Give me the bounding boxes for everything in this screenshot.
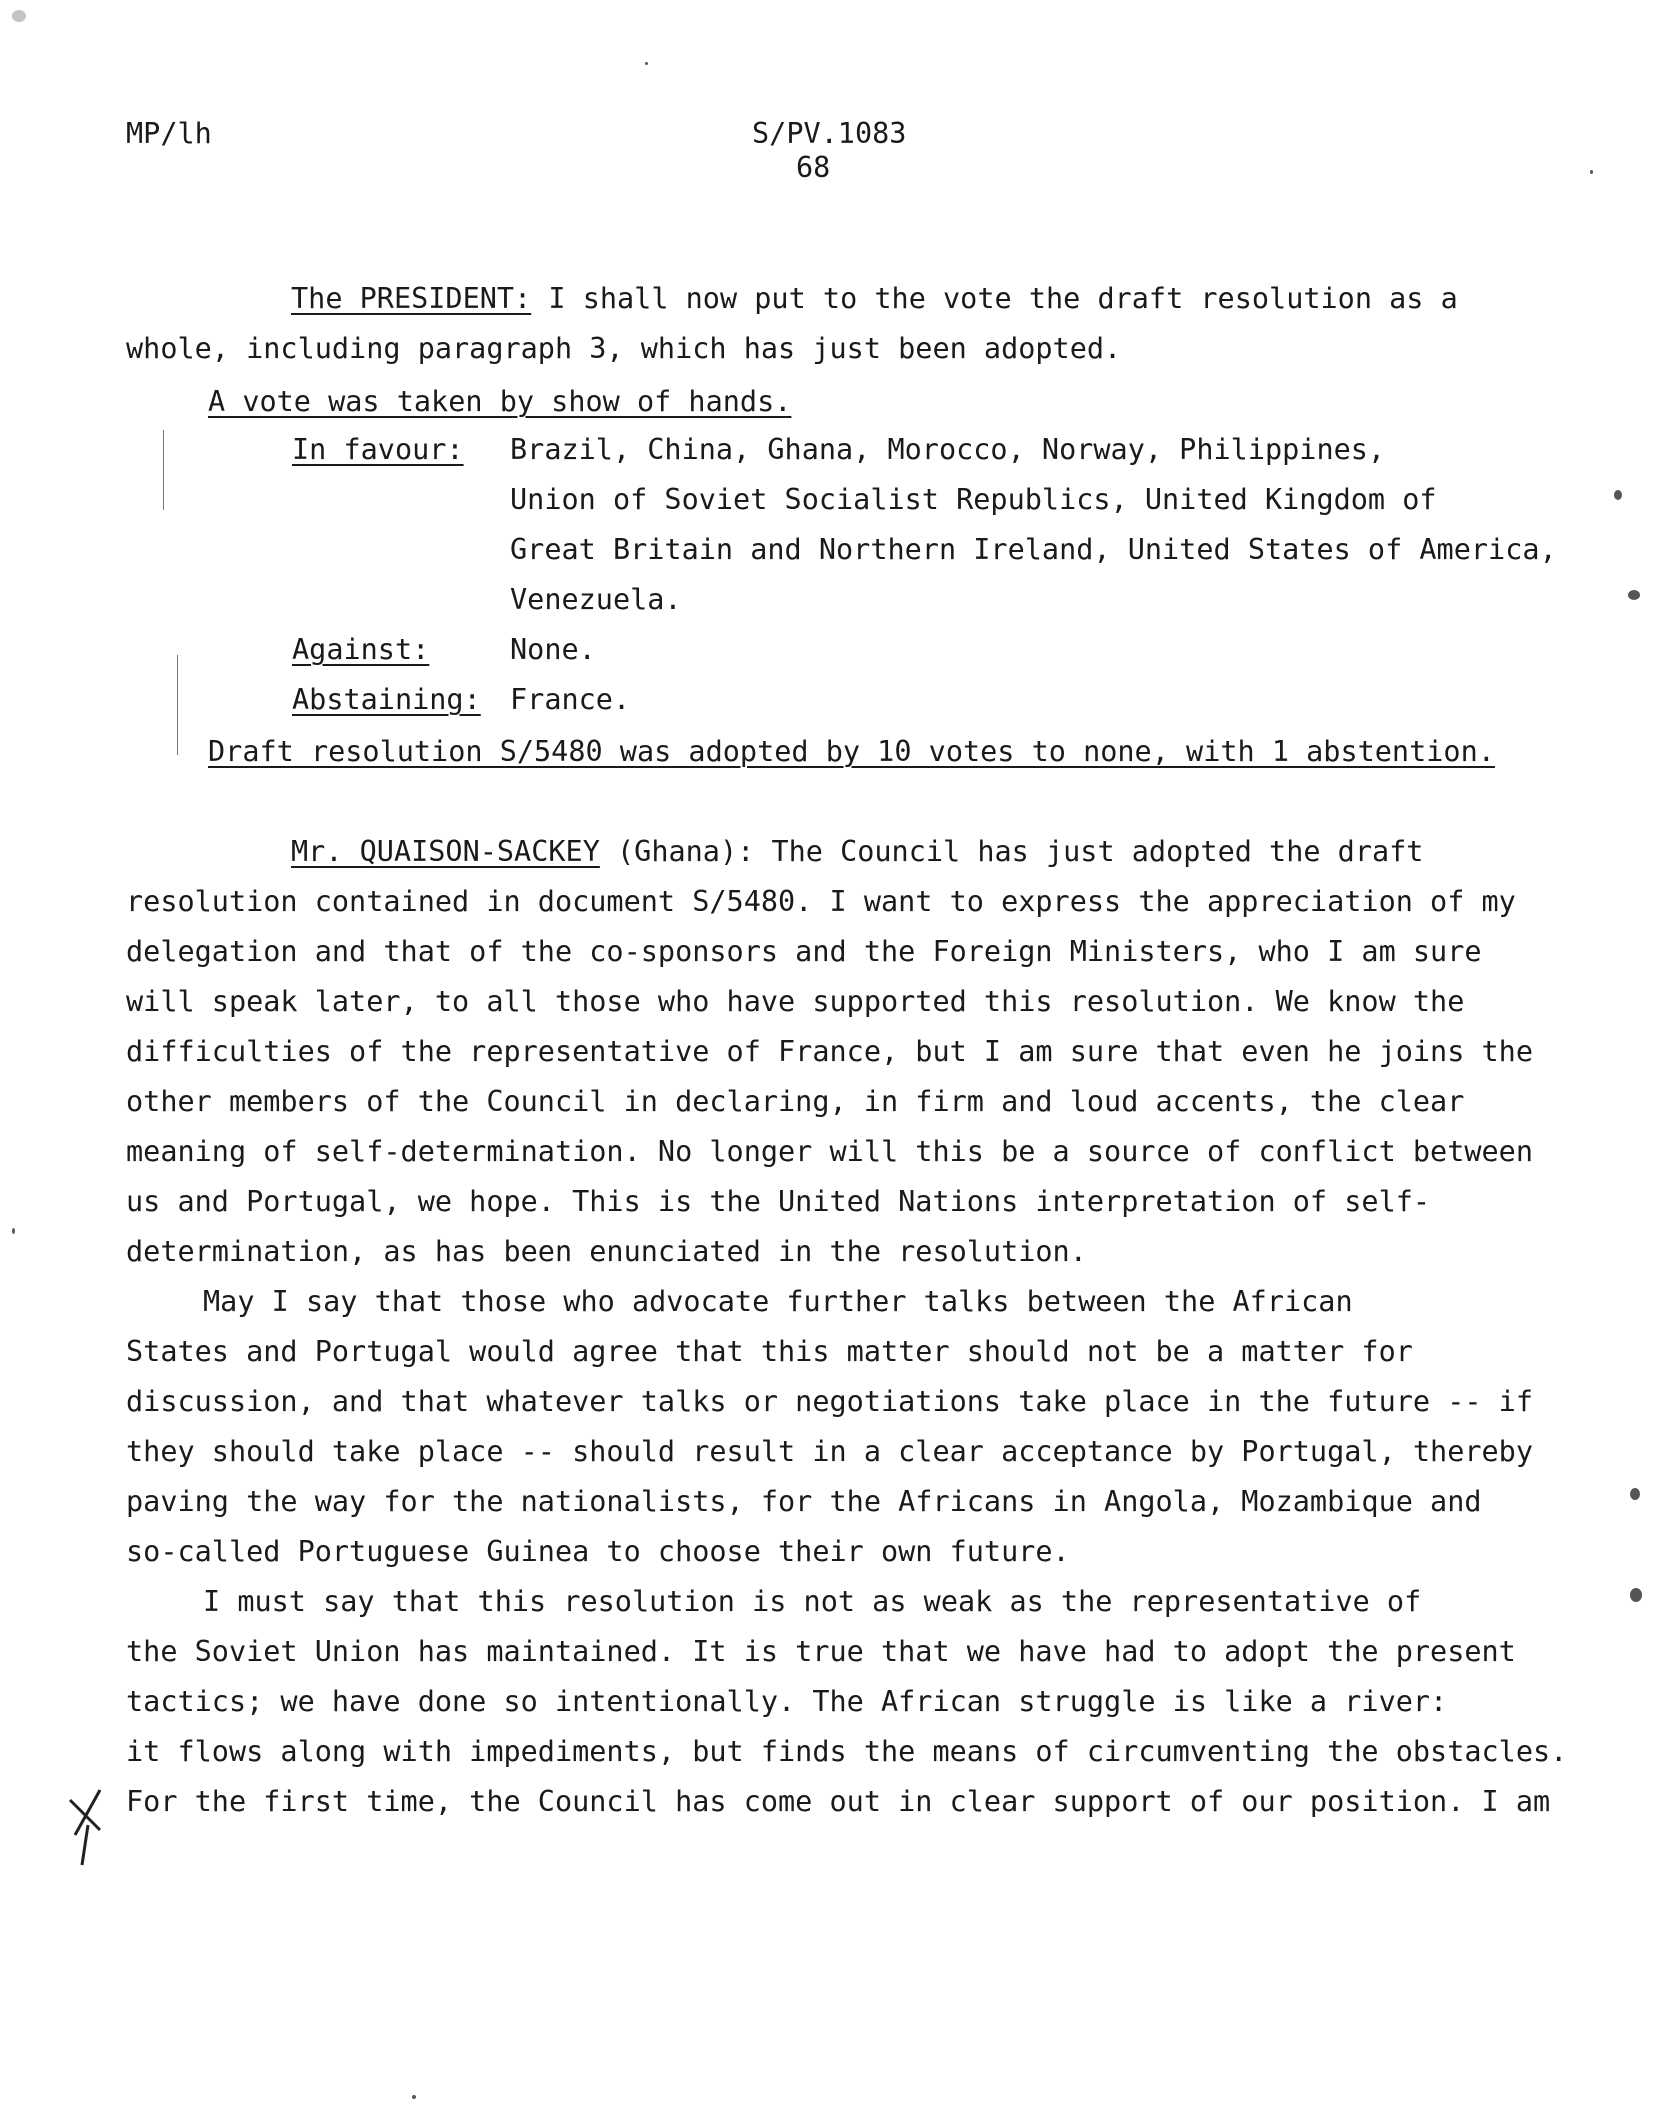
- in-favour-line: Venezuela.: [510, 583, 682, 616]
- speech-line: States and Portugal would agree that this matter should not be a matter for: [126, 1335, 1413, 1368]
- in-favour-line: Great Britain and Northern Ireland, United States of America,: [510, 533, 1557, 566]
- scan-speck: [1590, 170, 1593, 174]
- speech-line: it flows along with impediments, but finds the means of circumventing the obstacles.: [126, 1735, 1568, 1768]
- scan-speck: [1630, 1488, 1640, 1500]
- scan-speck: [1630, 1588, 1642, 1602]
- speech-line: will speak later, to all those who have supported this resolution. We know the: [126, 985, 1465, 1018]
- president-speaker: The PRESIDENT:: [291, 282, 532, 315]
- president-text-1: I shall now put to the vote the draft resolution as a: [531, 282, 1458, 315]
- scan-speck: [645, 62, 648, 65]
- in-favour-line: Brazil, China, Ghana, Morocco, Norway, Philippines,: [510, 433, 1386, 466]
- speech-line: delegation and that of the co-sponsors and the Foreign Ministers, who I am sure: [126, 935, 1482, 968]
- speech-line: For the first time, the Council has come out in clear support of our position. I am: [126, 1785, 1551, 1818]
- abstaining-label: Abstaining:: [292, 683, 481, 716]
- speech-line: May I say that those who advocate further talks between the African: [203, 1285, 1353, 1318]
- speech-line: us and Portugal, we hope. This is the United Nations interpretation of self-: [126, 1185, 1431, 1218]
- speech-line: [126, 827, 1526, 877]
- speech-line: discussion, and that whatever talks or negotiations take place in the future -- if: [126, 1385, 1533, 1418]
- speech-line: determination, as has been enunciated in the resolution.: [126, 1235, 1087, 1268]
- speech-paragraph-1: [126, 827, 1533, 1277]
- scan-speck: [1614, 490, 1622, 500]
- document-symbol: S/PV.1083: [752, 117, 907, 150]
- speech-line: they should take place -- should result in a clear acceptance by Portugal, thereby: [126, 1435, 1533, 1468]
- document-code: MP/lh: [126, 117, 212, 150]
- speech-line: meaning of self-determination. No longer will this be a source of conflict between: [126, 1135, 1533, 1168]
- scan-speck: [12, 10, 26, 22]
- president-line-1: [126, 274, 1526, 324]
- margin-mark: [163, 430, 164, 510]
- margin-mark: [177, 655, 178, 755]
- scan-speck: [12, 1228, 15, 1234]
- president-statement: [126, 274, 1526, 374]
- speech-line: resolution contained in document S/5480. I want to express the appreciation of my: [126, 885, 1516, 918]
- in-favour-line: Union of Soviet Socialist Republics, United Kingdom of: [510, 483, 1437, 516]
- vote-abstaining: [292, 675, 1092, 725]
- speech-line: difficulties of the representative of France, but I am sure that even he joins the: [126, 1035, 1533, 1068]
- speech-text: (Ghana): The Council has just adopted the draft: [599, 835, 1424, 868]
- speech-line: so-called Portuguese Guinea to choose their own future.: [126, 1535, 1070, 1568]
- speech-line: tactics; we have done so intentionally. The African struggle is like a river:: [126, 1685, 1448, 1718]
- in-favour-label: In favour:: [292, 433, 464, 466]
- speech-paragraph-2: [126, 1277, 1533, 1577]
- vote-against: [292, 625, 1092, 675]
- handwritten-mark-icon: [60, 1780, 130, 1870]
- vote-result: Draft resolution S/5480 was adopted by 10 votes to none, with 1 abstention.: [208, 735, 1495, 768]
- speech-line: I must say that this resolution is not as weak as the representative of: [203, 1585, 1422, 1618]
- speech-line: paving the way for the nationalists, for the Africans in Angola, Mozambique and: [126, 1485, 1482, 1518]
- page-number: 68: [796, 151, 831, 184]
- against-label: Against:: [292, 633, 430, 666]
- scan-speck: [1628, 590, 1640, 600]
- speech-line: other members of the Council in declaring, in firm and loud accents, the clear: [126, 1085, 1465, 1118]
- speaker-name: Mr. QUAISON-SACKEY: [291, 835, 600, 868]
- against-value: None.: [510, 633, 596, 666]
- speech-paragraph-3: [126, 1577, 1568, 1827]
- vote-in-favour: [292, 425, 1557, 625]
- scan-speck: [412, 2095, 416, 2099]
- vote-intro: A vote was taken by show of hands.: [208, 385, 792, 418]
- president-line-2: whole, including paragraph 3, which has just been adopted.: [126, 332, 1122, 365]
- speech-line: the Soviet Union has maintained. It is true that we have had to adopt the present: [126, 1635, 1516, 1668]
- abstaining-value: France.: [510, 683, 631, 716]
